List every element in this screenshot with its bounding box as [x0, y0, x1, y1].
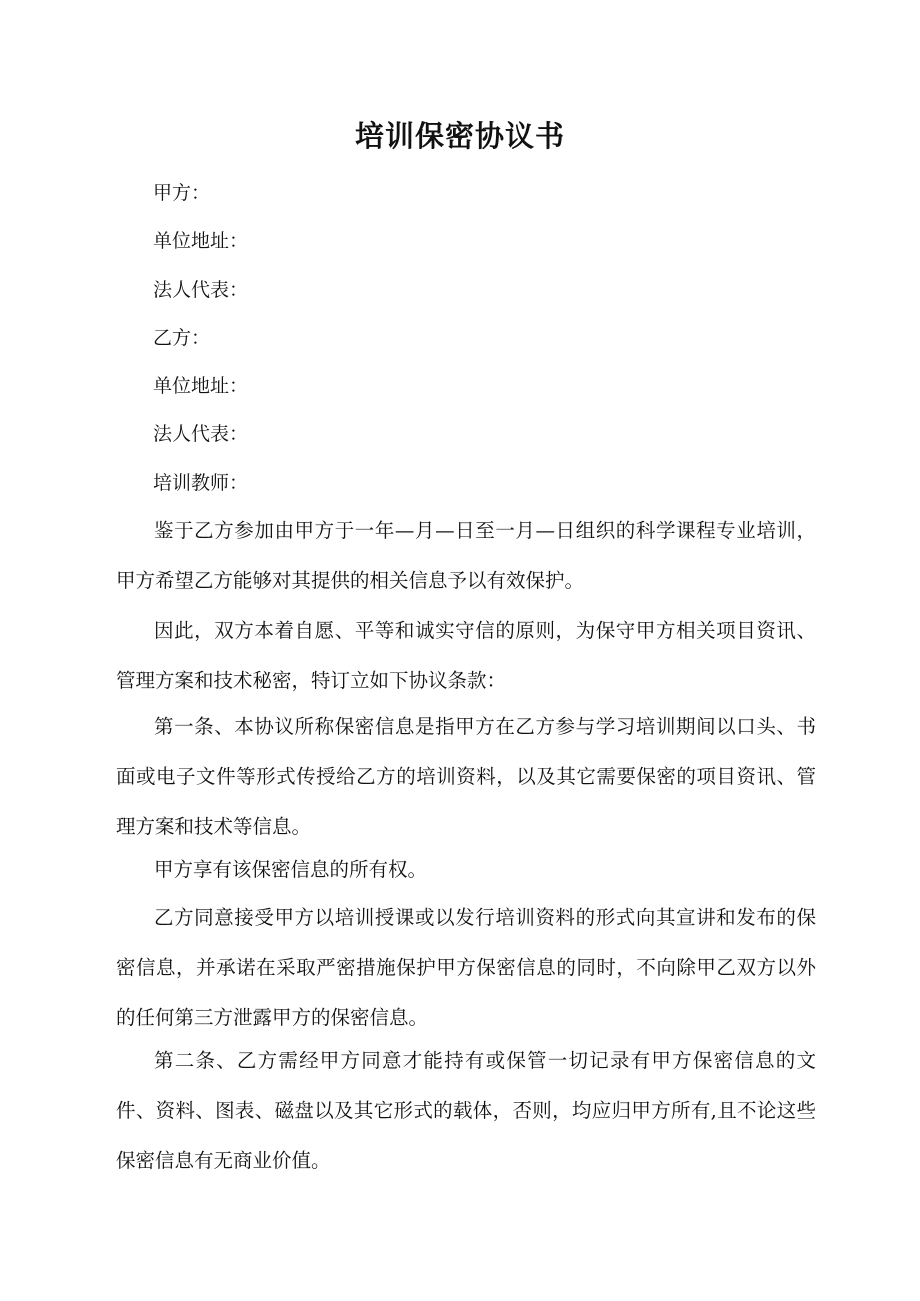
- party-a-address-label: 单位地址：: [153, 230, 249, 252]
- trainer-label: 培训教师：: [153, 472, 249, 494]
- party-b-legal-rep-label: 法人代表：: [153, 423, 249, 445]
- paragraph-preamble: 鉴于乙方参加由甲方于一年—月—日至一月—日组织的科学课程专业培训，甲方希望乙方能够对其提供的相关信息予以有效保护。: [116, 519, 816, 592]
- party-b-address-label: 单位地址：: [153, 375, 249, 397]
- party-b-name-label: 乙方：: [153, 327, 211, 349]
- party-a-name-label: 甲方：: [153, 182, 211, 204]
- document-title: 培训保密协议书: [354, 119, 565, 153]
- paragraph-article-1: 第一条、本协议所称保密信息是指甲方在乙方参与学习培训期间以口头、书面或电子文件等形式传授给乙方的培训资料，以及其它需要保密的项目资讯、管理方案和技术等信息。: [116, 715, 816, 838]
- paragraph-purpose: 因此，双方本着自愿、平等和诚实守信的原则，为保守甲方相关项目资讯、管理方案和技术秘密，特订立如下协议条款：: [116, 619, 816, 692]
- party-a-legal-rep-label: 法人代表：: [153, 279, 249, 301]
- paragraph-ownership: 甲方享有该保密信息的所有权。: [154, 858, 428, 881]
- paragraph-confidentiality-commitment: 乙方同意接受甲方以培训授课或以发行培训资料的形式向其宣讲和发布的保密信息，并承诺在采取严密措施保护甲方保密信息的同时，不向除甲乙双方以外的任何第三方泄露甲方的保密信息。: [116, 906, 816, 1029]
- paragraph-article-2: 第二条、乙方需经甲方同意才能持有或保管一切记录有甲方保密信息的文件、资料、图表、磁盘以及其它形式的载体，否则，均应归甲方所有,且不论这些保密信息有无商业价值。: [116, 1049, 816, 1172]
